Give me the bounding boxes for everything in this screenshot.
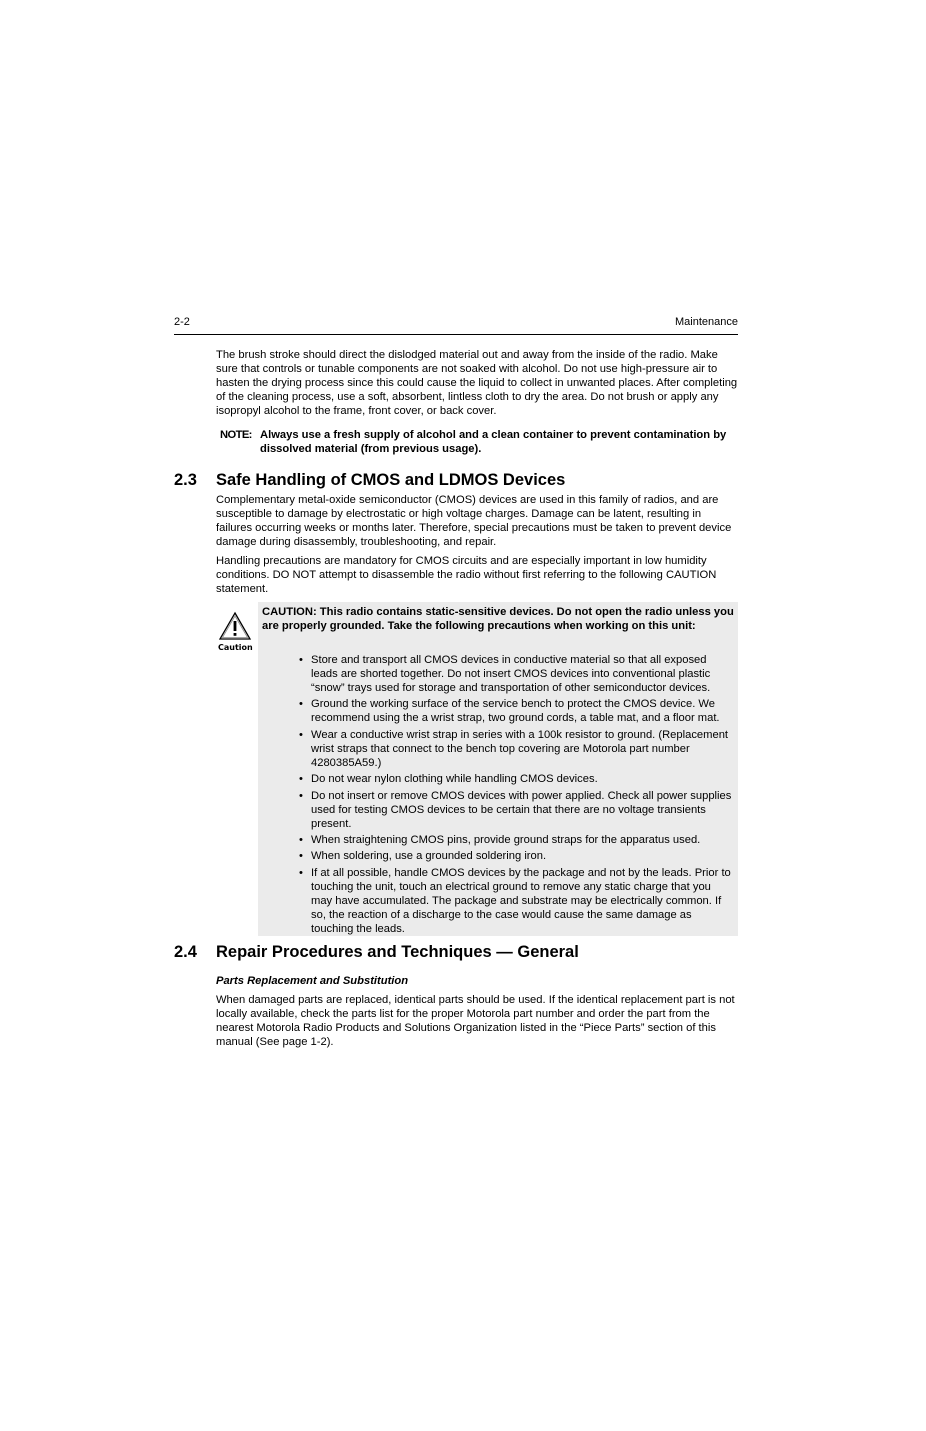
list-item bbox=[295, 833, 735, 847]
header-rule bbox=[174, 334, 738, 335]
list-item bbox=[295, 849, 735, 863]
parts-replacement-subheading: Parts Replacement and Substitution bbox=[216, 975, 409, 987]
bullet: • bbox=[299, 698, 303, 711]
page-number: 2-2 bbox=[174, 316, 190, 328]
list-item bbox=[295, 772, 735, 786]
caution-precautions-list bbox=[295, 653, 735, 938]
list-item-text: Wear a conductive wrist strap in series with a 100k resistor to ground. (Replacement wrist straps that connect to the bench top covering are Motorola part number 4280385A59.) bbox=[311, 728, 729, 769]
note-text: Always use a fresh supply of alcohol and a clean container to prevent contamination by dissolved material (from previous usage). bbox=[260, 429, 727, 455]
section-number: 2.3 bbox=[174, 471, 197, 489]
caution-heading: CAUTION: This radio contains static-sensitive devices. Do not open the radio unless you are properly grounded. Take the following precautions when working on this unit: bbox=[262, 606, 734, 632]
list-item-text: When straightening CMOS pins, provide ground straps for the apparatus used. bbox=[311, 833, 701, 846]
bullet: • bbox=[299, 773, 303, 786]
note-label: NOTE: bbox=[220, 429, 252, 441]
running-section-title: Maintenance bbox=[675, 316, 738, 328]
bullet: • bbox=[299, 833, 303, 846]
caution-box bbox=[258, 602, 738, 936]
list-item-text: When soldering, use a grounded soldering iron. bbox=[311, 850, 547, 863]
list-item-text: If at all possible, handle CMOS devices by the package and not by the leads. Prior to touching the unit, touch an electrical ground to remove any static charge that you may have accumulated. The package and substrate may be electrically common. If so, the reaction of a discharge to the case would cause the same damage as touching the leads. bbox=[311, 866, 731, 935]
list-item bbox=[295, 697, 735, 725]
list-item bbox=[295, 866, 735, 936]
bullet: • bbox=[299, 850, 303, 863]
list-item bbox=[295, 789, 735, 831]
list-item-text: Store and transport all CMOS devices in conductive material so that all exposed leads are shorted together. Do not insert CMOS devices into conventional plastic “snow” trays used for storage and transportation of other semiconductor devices. bbox=[311, 654, 711, 694]
caution-warning-icon bbox=[218, 610, 252, 656]
list-item bbox=[295, 728, 735, 770]
section-number: 2.4 bbox=[174, 943, 197, 961]
list-item bbox=[295, 653, 735, 695]
bullet: • bbox=[299, 866, 303, 879]
cleaning-paragraph: The brush stroke should direct the dislodged material out and away from the inside of the radio. Make sure that controls or tunable components are not soaked with alcohol. Do not use high-pressure air to hasten the drying process since this could cause the liquid to collect in unwanted places. After completing of the cleaning process, use a soft, absorbent, lintless cloth to dry the area. Do not brush or apply any isopropyl alcohol to the frame, front cover, or back cover. bbox=[216, 349, 738, 417]
parts-replacement-paragraph: When damaged parts are replaced, identical parts should be used. If the identical replacement part is not locally available, check the parts list for the proper Motorola part number and order the part from the nearest Motorola Radio Products and Solutions Organization listed in the “Piece Parts” section of this manual (See page 1-2). bbox=[216, 994, 735, 1048]
page-header bbox=[174, 316, 738, 334]
handling-precautions-paragraph: Handling precautions are mandatory for CMOS circuits and are especially important in low humidity conditions. DO NOT attempt to disassemble the radio without first referring to the following CAUTION statement. bbox=[216, 555, 717, 595]
list-item-text: Ground the working surface of the service bench to protect the CMOS device. We recommend using the a wrist strap, two ground cords, a table mat, and a floor mat. bbox=[311, 698, 720, 725]
list-item-text: Do not wear nylon clothing while handling CMOS devices. bbox=[311, 773, 598, 786]
section-title: Safe Handling of CMOS and LDMOS Devices bbox=[216, 471, 566, 489]
cmos-intro-paragraph: Complementary metal-oxide semiconductor (CMOS) devices are used in this family of radios, and are susceptible to damage by electrostatic or high voltage charges. Damage can be latent, resulting in failures occurring weeks or months later. Therefore, special precautions must be taken to prevent device damage during disassembly, troubleshooting, and repair. bbox=[216, 494, 732, 548]
bullet: • bbox=[299, 728, 303, 741]
list-item-text: Do not insert or remove CMOS devices with power applied. Check all power supplies used for testing CMOS devices to be certain that there are no voltage transients present. bbox=[311, 789, 732, 830]
caution-icon-label: Caution bbox=[218, 643, 253, 652]
bullet: • bbox=[299, 654, 303, 666]
bullet: • bbox=[299, 789, 303, 802]
section-title: Repair Procedures and Techniques — General bbox=[216, 943, 579, 961]
